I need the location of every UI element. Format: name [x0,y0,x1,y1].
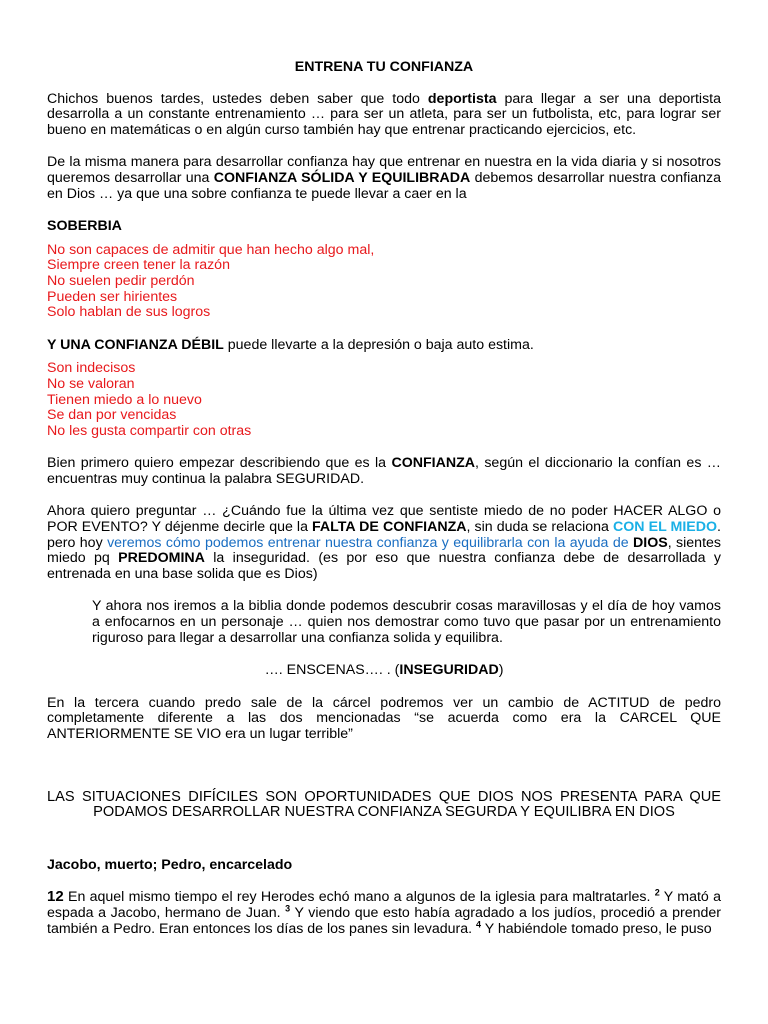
text-run-bold: deportista [427,90,497,107]
list-item: No son capaces de admitir que han hecho algo mal, [47,241,375,258]
text-run: Y viendo que esto había agradado a los judíos, procedió a prender también a Pedro. Eran entonces los días de los panes sin levadura. [47,904,721,937]
text-run: De la misma manera para desarrollar confianza hay que entrenar en nuestra en la vida diaria y si nosotros queremos desarrollar una [47,154,721,186]
text-run: Ahora quiero preguntar … ¿Cuándo fue la última vez que sentiste miedo de no poder HACER ALGO o POR EVENTO? Y déjenme decirle que la [47,503,721,536]
text-run: la inseguridad. (es por eso que nuestra confianza debe de desarrollada y entrenada en una base solida que es Dios) [47,550,721,582]
text-run: , sientes miedo pq [47,534,721,567]
list-item: Solo hablan de sus logros [47,304,211,321]
text-run: Y habiéndole tomado preso, le puso [481,920,712,937]
text-run-bold: CONFIANZA [391,455,475,472]
text-run: . pero hoy [47,519,721,551]
text-run: LAS SITUACIONES DIFÍCILES SON OPORTUNIDADES QUE DIOS NOS PRESENTA PARA QUE PODAMOS DESARROLLAR NUESTRA CONFIANZA SEGURDA Y EQUILIBRA EN DIOS [47,788,721,821]
text-run: En aquel mismo tiempo el rey Herodes echó mano a algunos de la iglesia para maltratarles. [63,889,655,906]
list-item: Pueden ser hirientes [47,288,178,305]
paragraph-third: En la tercera cuando predo sale de la cárcel podremos ver un cambio de ACTITUD de pedro completamente diferente a las dos mencionadas “se acuerda como era la CARCEL QUE ANTERIORMENTE SE VIO era un lugar terrible” [47,694,721,742]
paragraph-confidence [47,155,721,202]
text-run: puede llevarte a la depresión o baja auto estima. [223,336,534,353]
text-run: …. ENSCENAS…. . ( [264,662,400,679]
text-run: Y mató a espada a Jacobo, hermano de Juan. [47,889,721,921]
list-item: Tienen miedo a lo nuevo [47,391,202,408]
text-run-bold: DIOS [633,534,668,551]
text-run: , según el diccionario la confían es … encuentras muy continua la palabra SEGURIDAD. [47,455,721,487]
list-item: No suelen pedir perdón [47,272,195,289]
text-run-bold: PREDOMINA [118,550,205,567]
paragraph-debil [47,338,721,354]
text-run: ) [498,662,504,679]
paragraph-verse [47,889,721,937]
paragraph-intro [47,92,721,139]
text-run: debemos desarrollar nuestra confianza en Dios … ya que una sobre confianza te puede llevar a caer en la [47,169,721,202]
verse-number: 2 [654,887,660,898]
text-run: para llegar a ser una deportista desarrolla a un constante entrenamiento … para ser un atleta, para ser un futbolista, etc, para lograr ser bueno en matemáticas o en algún curso también hay que entrenar practicando ejercicios, etc. [47,90,721,138]
text-run-blue: veremos cómo podemos entrenar nuestra confianza y equilibrarla con la ayuda de [107,534,634,551]
list-item: No les gusta compartir con otras [47,422,252,439]
spacer [47,760,721,790]
scene-line [47,663,721,679]
text-run-bold: CONFIANZA SÓLIDA Y EQUILIBRADA [213,169,471,186]
paragraph-emphasis [47,790,721,821]
paragraph-bible: Y ahora nos iremos a la biblia donde podemos descubrir cosas maravillosas y el día de hoy vamos a enfocarnos en un personaje … quien nos demostrar como tuvo que pasar por un entrenamiento riguroso para llegar a desarrollar una confianza solida y equilibra. [92,598,721,646]
list-item: Son indecisos [47,360,136,377]
verse-number: 4 [476,918,482,929]
paragraph-question [47,504,721,582]
debil-list [47,361,721,439]
section-heading-jacobo: Jacobo, muerto; Pedro, encarcelado [47,856,293,873]
text-run: , sin duda se relaciona [466,519,614,536]
list-item: Siempre creen tener la razón [47,257,230,274]
section-heading-soberbia: SOBERBIA [47,218,122,235]
text-run-highlight: CON EL MIEDO [613,519,718,536]
text-run-bold: FALTA DE CONFIANZA [312,519,467,536]
verse-number: 3 [285,903,291,914]
list-item: Se dan por vencidas [47,407,177,424]
list-item: No se valoran [47,375,135,392]
text-run: Bien primero quiero empezar describiendo que es la [47,455,392,472]
text-run-bold: Y UNA CONFIANZA DÉBIL [47,336,224,353]
text-run: Chichos buenos tardes, ustedes deben saber que todo [47,90,428,107]
paragraph-definition [47,456,721,487]
text-run-bold: INSEGURIDAD [399,662,499,679]
verse-number: 12 [47,888,64,906]
spacer [47,838,721,858]
document-title: ENTRENA TU CONFIANZA [294,59,474,75]
soberbia-list [47,243,721,321]
